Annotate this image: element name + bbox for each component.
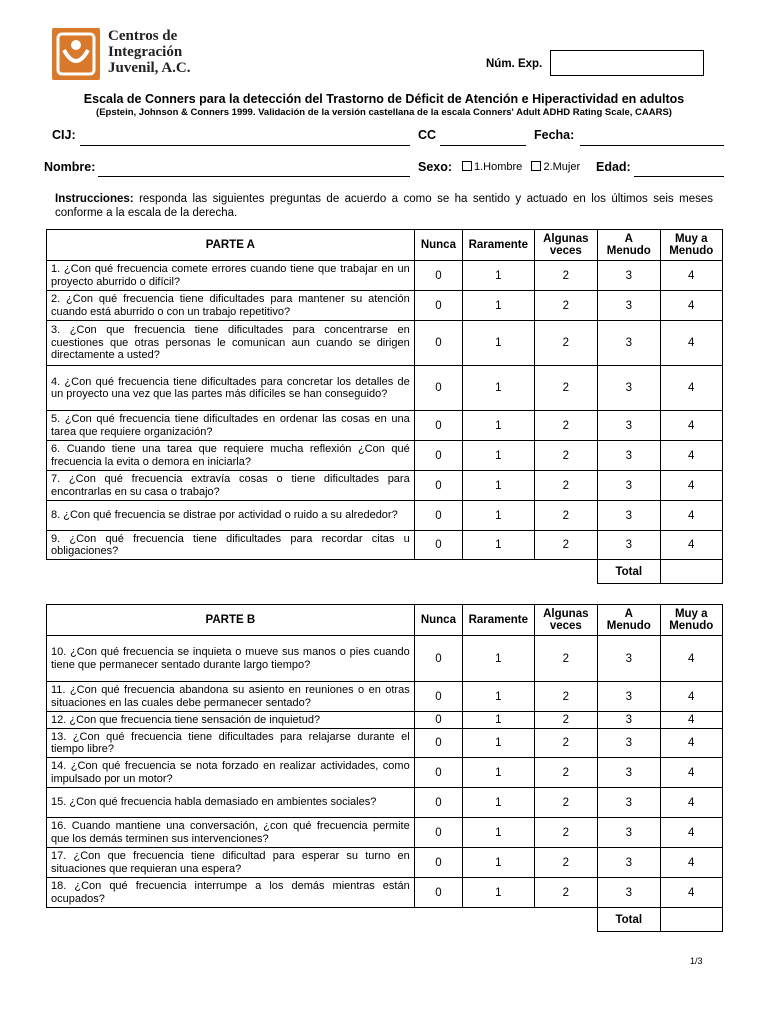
- score-option[interactable]: 2: [534, 471, 597, 501]
- num-exp-label: Núm. Exp.: [486, 58, 543, 70]
- instructions-label: Instrucciones:: [55, 193, 134, 205]
- column-header: [660, 230, 723, 261]
- table-row: [47, 758, 723, 788]
- question-text: 13. ¿Con qué frecuencia tiene dificultades para relajarse durante el tiempo libre?: [47, 729, 415, 758]
- table-row: [47, 712, 723, 729]
- score-option[interactable]: 3: [598, 261, 660, 291]
- question-text: 2. ¿Con qué frecuencia tiene dificultades para mantener su atención cuando está aburrido o con un trabajo repetitivo?: [47, 291, 415, 321]
- question-text: 5. ¿Con qué frecuencia tiene dificultades en ordenar las cosas en una tarea que requiere organización?: [47, 411, 415, 441]
- score-option[interactable]: 2: [534, 366, 597, 411]
- question-text: 3. ¿Con que frecuencia tiene dificultades para concentrarse en cuestiones que otras personas le comunican aun cuando se dirigen directamente a usted?: [47, 321, 415, 366]
- column-header-line: Menudo: [606, 245, 651, 257]
- table-row: [47, 848, 723, 878]
- score-option[interactable]: 3: [598, 729, 660, 758]
- column-header-line: Raramente: [468, 614, 529, 626]
- score-option[interactable]: 3: [598, 321, 660, 366]
- question-text: 14. ¿Con qué frecuencia se nota forzado en realizar actividades, como impulsado por un motor?: [47, 758, 415, 788]
- score-option[interactable]: 2: [534, 321, 597, 366]
- score-option[interactable]: 3: [598, 878, 660, 908]
- score-option[interactable]: 0: [414, 321, 462, 366]
- score-option[interactable]: 2: [534, 441, 597, 471]
- column-header: [598, 230, 660, 261]
- score-option[interactable]: 4: [660, 818, 723, 848]
- score-option[interactable]: 2: [534, 729, 597, 758]
- score-option[interactable]: 4: [660, 321, 723, 366]
- org-line: Centros de: [108, 28, 178, 44]
- total-field[interactable]: [660, 560, 723, 584]
- cc-field[interactable]: [440, 145, 526, 146]
- column-header: [414, 230, 462, 261]
- score-option[interactable]: 1: [463, 788, 535, 818]
- score-option[interactable]: 1: [463, 321, 535, 366]
- column-header-line: Menudo: [606, 620, 651, 632]
- column-header-line: Raramente: [468, 239, 529, 251]
- parte-b-table: [46, 604, 723, 932]
- column-header-line: Menudo: [669, 245, 714, 257]
- score-option[interactable]: 4: [660, 366, 723, 411]
- question-text: 17. ¿Con que frecuencia tiene dificultad para esperar su turno en situaciones que requieran una espera?: [47, 848, 415, 878]
- question-text: 16. Cuando mantiene una conversación, ¿con qué frecuencia permite que los demás terminen sus intervenciones?: [47, 818, 415, 848]
- score-option[interactable]: 0: [414, 758, 462, 788]
- table-row: [47, 261, 723, 291]
- score-option[interactable]: 2: [534, 818, 597, 848]
- score-option[interactable]: 0: [414, 848, 462, 878]
- score-option[interactable]: 0: [414, 712, 462, 729]
- table-row: [47, 878, 723, 908]
- column-header-line: A: [624, 608, 633, 620]
- edad-label: Edad:: [596, 160, 631, 174]
- score-option[interactable]: 0: [414, 291, 462, 321]
- score-option[interactable]: 2: [534, 501, 597, 531]
- score-option[interactable]: 0: [414, 878, 462, 908]
- column-header-line: Algunas: [543, 608, 589, 620]
- table-row: [47, 291, 723, 321]
- score-option[interactable]: 4: [660, 788, 723, 818]
- column-header-line: veces: [549, 245, 582, 257]
- score-option[interactable]: 3: [598, 291, 660, 321]
- instructions-text: responda las siguientes preguntas de acuerdo a como se ha sentido y actuado en los últimos seis meses conforme a la escala de la derecha.: [55, 193, 713, 219]
- table-row: [47, 818, 723, 848]
- score-option[interactable]: 1: [463, 501, 535, 531]
- document-subtitle: (Epstein, Johnson & Conners 1999. Validación de la versión castellana de la escala Conners' Adult ADHD Rating Scale, CAARS): [96, 107, 672, 118]
- score-option[interactable]: 3: [598, 531, 660, 560]
- nombre-label: Nombre:: [44, 160, 96, 174]
- score-option[interactable]: 1: [463, 366, 535, 411]
- score-option[interactable]: 4: [660, 291, 723, 321]
- score-option[interactable]: 0: [414, 411, 462, 441]
- column-header-line: Algunas: [543, 233, 589, 245]
- score-option[interactable]: 3: [598, 788, 660, 818]
- organization-name: [108, 28, 191, 76]
- score-option[interactable]: 1: [463, 531, 535, 560]
- question-text: 7. ¿Con qué frecuencia extravía cosas o tiene dificultades para encontrarlas en su casa o trabajo?: [47, 471, 415, 501]
- score-option[interactable]: 1: [463, 729, 535, 758]
- column-header-line: Muy a: [674, 608, 708, 620]
- score-option[interactable]: 4: [660, 501, 723, 531]
- column-header: [414, 605, 462, 636]
- column-header-line: Muy a: [674, 233, 708, 245]
- score-option[interactable]: 1: [463, 758, 535, 788]
- part-title: PARTE A: [47, 230, 415, 261]
- score-option[interactable]: 1: [463, 878, 535, 908]
- question-text: 9. ¿Con qué frecuencia tiene dificultades para recordar citas u obligaciones?: [47, 531, 415, 560]
- score-option[interactable]: 3: [598, 636, 660, 682]
- score-option[interactable]: 0: [414, 366, 462, 411]
- mujer-label: 2.Mujer: [543, 161, 581, 173]
- org-line: Juvenil, A.C.: [108, 60, 191, 76]
- table-row: [47, 636, 723, 682]
- table-row: [47, 471, 723, 501]
- score-option[interactable]: 2: [534, 682, 597, 712]
- score-option[interactable]: 2: [534, 878, 597, 908]
- edad-field[interactable]: [634, 176, 724, 177]
- table-row: [47, 501, 723, 531]
- column-header: [534, 605, 597, 636]
- score-option[interactable]: 3: [598, 471, 660, 501]
- score-option[interactable]: 0: [414, 531, 462, 560]
- document-title: Escala de Conners para la detección del Trastorno de Déficit de Atención e Hiperactividad en adultos: [83, 92, 685, 106]
- question-text: 11. ¿Con qué frecuencia abandona su asiento en reuniones o en otras situaciones en las cuales debe permanecer sentado?: [47, 682, 415, 712]
- score-option[interactable]: 1: [463, 818, 535, 848]
- hombre-label: 1.Hombre: [474, 161, 523, 173]
- org-line: Integración: [108, 44, 183, 60]
- score-option[interactable]: 2: [534, 636, 597, 682]
- total-spacer: [47, 560, 598, 584]
- table-row: [47, 682, 723, 712]
- score-option[interactable]: 3: [598, 501, 660, 531]
- table-header-row: [47, 230, 723, 261]
- num-exp-field[interactable]: [550, 50, 704, 76]
- score-option[interactable]: 2: [534, 758, 597, 788]
- column-header-line: veces: [549, 620, 582, 632]
- score-option[interactable]: 4: [660, 878, 723, 908]
- score-option[interactable]: 1: [463, 712, 535, 729]
- question-text: 10. ¿Con qué frecuencia se inquieta o mueve sus manos o pies cuando tiene que permanecer sentado durante largo tiempo?: [47, 636, 415, 682]
- score-option[interactable]: 0: [414, 818, 462, 848]
- table-row: [47, 411, 723, 441]
- score-option[interactable]: 0: [414, 261, 462, 291]
- fecha-field[interactable]: [580, 145, 724, 146]
- question-text: 8. ¿Con qué frecuencia se distrae por actividad o ruido a su alrededor?: [47, 501, 415, 531]
- score-option[interactable]: 0: [414, 471, 462, 501]
- score-option[interactable]: 4: [660, 682, 723, 712]
- score-option[interactable]: 2: [534, 261, 597, 291]
- logo: [52, 28, 100, 80]
- score-option[interactable]: 3: [598, 366, 660, 411]
- instructions: [55, 192, 713, 220]
- score-option[interactable]: 3: [598, 818, 660, 848]
- question-text: 12. ¿Con que frecuencia tiene sensación de inquietud?: [47, 712, 415, 729]
- column-header: [534, 230, 597, 261]
- column-header-line: Nunca: [420, 614, 456, 626]
- total-row: [47, 560, 723, 584]
- total-field[interactable]: [660, 908, 723, 932]
- nombre-field[interactable]: [98, 176, 410, 177]
- total-label: Total: [598, 560, 660, 584]
- score-option[interactable]: 1: [463, 848, 535, 878]
- score-option[interactable]: 3: [598, 712, 660, 729]
- total-label: Total: [598, 908, 660, 932]
- column-header-line: Nunca: [420, 239, 456, 251]
- question-text: 4. ¿Con qué frecuencia tiene dificultades para concretar los detalles de un proyecto una vez que las partes más difíciles se han conseguido?: [47, 366, 415, 411]
- column-header: [463, 605, 535, 636]
- score-option[interactable]: 0: [414, 729, 462, 758]
- parte-a-table: [46, 229, 723, 584]
- score-option[interactable]: 0: [414, 682, 462, 712]
- column-header-line: Menudo: [669, 620, 714, 632]
- mujer-checkbox[interactable]: [531, 161, 541, 171]
- column-header: [598, 605, 660, 636]
- question-text: 15. ¿Con qué frecuencia habla demasiado en ambientes sociales?: [47, 788, 415, 818]
- score-option[interactable]: 4: [660, 848, 723, 878]
- score-option[interactable]: 4: [660, 758, 723, 788]
- score-option[interactable]: 3: [598, 758, 660, 788]
- total-spacer: [47, 908, 598, 932]
- score-option[interactable]: 0: [414, 441, 462, 471]
- score-option[interactable]: 4: [660, 411, 723, 441]
- score-option[interactable]: 4: [660, 441, 723, 471]
- cc-label: CC: [418, 128, 437, 142]
- score-option[interactable]: 3: [598, 848, 660, 878]
- column-header: [463, 230, 535, 261]
- score-option[interactable]: 0: [414, 636, 462, 682]
- sexo-label: Sexo:: [418, 160, 453, 174]
- score-option[interactable]: 2: [534, 788, 597, 818]
- question-text: 18. ¿Con qué frecuencia interrumpe a los demás mientras están ocupados?: [47, 878, 415, 908]
- table-row: [47, 531, 723, 560]
- column-header: [660, 605, 723, 636]
- score-option[interactable]: 1: [463, 261, 535, 291]
- part-title: PARTE B: [47, 605, 415, 636]
- score-option[interactable]: 1: [463, 636, 535, 682]
- table-header-row: [47, 605, 723, 636]
- table-row: [47, 366, 723, 411]
- score-option[interactable]: 4: [660, 471, 723, 501]
- table-row: [47, 321, 723, 366]
- score-option[interactable]: 4: [660, 531, 723, 560]
- score-option[interactable]: 1: [463, 411, 535, 441]
- table-row: [47, 441, 723, 471]
- score-option[interactable]: 3: [598, 441, 660, 471]
- logo-mark-icon: [52, 28, 100, 80]
- cij-label: CIJ:: [52, 128, 76, 142]
- sexo-options: [462, 161, 580, 173]
- page-number: 1/3: [690, 956, 703, 966]
- score-option[interactable]: 2: [534, 531, 597, 560]
- score-option[interactable]: 1: [463, 471, 535, 501]
- score-option[interactable]: 4: [660, 261, 723, 291]
- table-row: [47, 729, 723, 758]
- score-option[interactable]: 2: [534, 848, 597, 878]
- score-option[interactable]: 0: [414, 788, 462, 818]
- score-option[interactable]: 4: [660, 729, 723, 758]
- score-option[interactable]: 2: [534, 712, 597, 729]
- score-option[interactable]: 3: [598, 682, 660, 712]
- score-option[interactable]: 0: [414, 501, 462, 531]
- score-option[interactable]: 2: [534, 411, 597, 441]
- score-option[interactable]: 4: [660, 712, 723, 729]
- total-row: [47, 908, 723, 932]
- table-row: [47, 788, 723, 818]
- fecha-label: Fecha:: [534, 128, 575, 142]
- score-option[interactable]: 4: [660, 636, 723, 682]
- score-option[interactable]: 3: [598, 411, 660, 441]
- question-text: 1. ¿Con qué frecuencia comete errores cuando tiene que trabajar en un proyecto aburrido o difícil?: [47, 261, 415, 291]
- column-header-line: A: [624, 233, 633, 245]
- cij-field[interactable]: [80, 145, 410, 146]
- hombre-checkbox[interactable]: [462, 161, 472, 171]
- score-option[interactable]: 1: [463, 441, 535, 471]
- score-option[interactable]: 1: [463, 291, 535, 321]
- question-text: 6. Cuando tiene una tarea que requiere mucha reflexión ¿Con qué frecuencia la evita o demora en iniciarla?: [47, 441, 415, 471]
- score-option[interactable]: 2: [534, 291, 597, 321]
- score-option[interactable]: 1: [463, 682, 535, 712]
